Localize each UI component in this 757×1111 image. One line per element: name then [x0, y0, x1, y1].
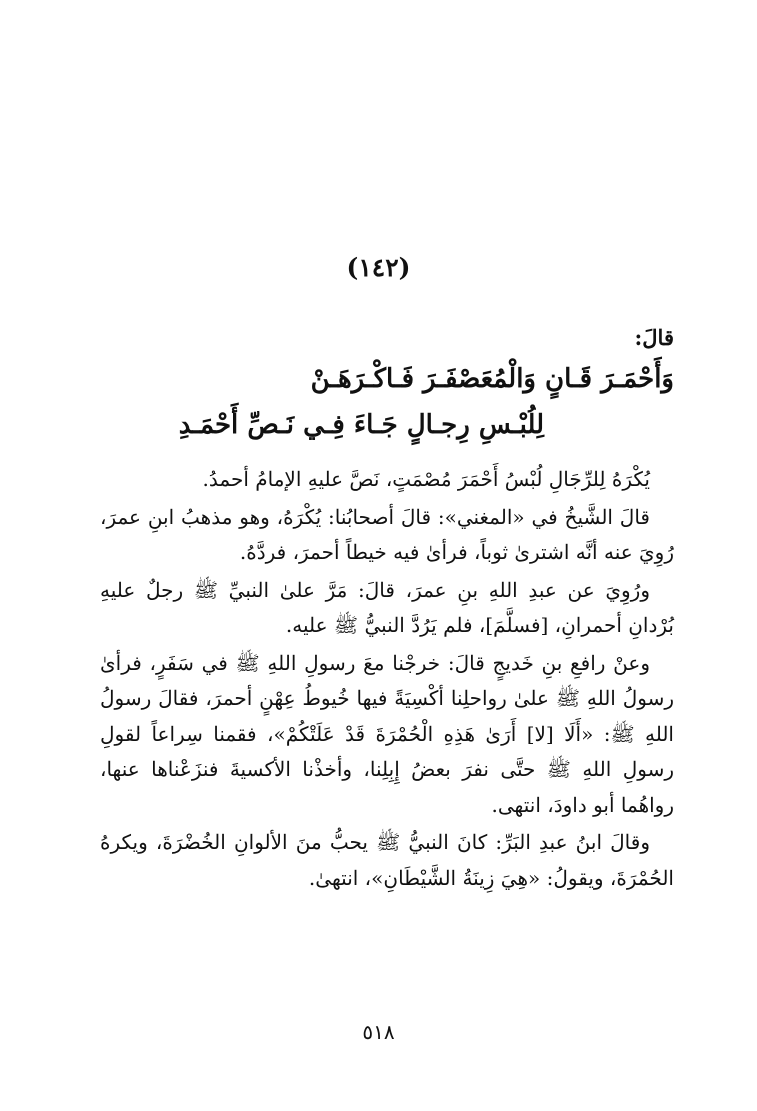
- text-block: [100, 320, 674, 896]
- paragraph-2: قالَ الشَّيخُ في «المغني»: قالَ أصحابُنا: يُكْرَهُ، وهو مذهبُ ابنِ عمرَ، رُوِيَ عنه أنَّه اشترىٰ ثوباً، فرأىٰ فيه خيطاً أحمرَ، فردَّهُ.: [100, 504, 674, 564]
- verse-line-1: وَأَحْمَـرَ قَـانٍ وَالْمُعَصْفَـرَ فَـاكْـرَهَـنْ: [310, 364, 674, 394]
- paragraph-1: يُكْرَهُ لِلرِّجَالِ لُبْسُ أَحْمَرَ مُصْمَتٍ، نَصَّ عليهِ الإمامُ أحمدُ.: [202, 467, 650, 491]
- intro-label: قالَ:: [634, 325, 674, 350]
- paragraph-4: وعنْ رافعِ بنِ خَديجٍ قالَ: خرجْنا معَ رسولِ اللهِ ﷺ في سَفَرٍ، فرأىٰ رسولُ اللهِ ﷺ علىٰ رواحلِنا أكْسِيَةً فيها خُيوطُ عِهْنٍ أحمرَ، فقالَ رسولُ اللهِ ﷺ: «أَلَا [لا] أَرَىٰ هَذِهِ الْحُمْرَةَ قَدْ عَلَتْكُمْ»، فقمنا سِراعاً لقولِ رسولِ اللهِ ﷺ حتَّى نفرَ بعضُ إِبِلِنا، وأخذْنا الأكسيةَ فنزَعْناها عنها، رواهُما أبو داودَ، انتهى.: [100, 650, 674, 817]
- paragraph-3: ورُوِيَ عن عبدِ اللهِ بنِ عمرَ، قالَ: مَرَّ علىٰ النبيِّ ﷺ رجلٌ عليهِ بُرْدانِ أحمرانِ، [فسلَّمَ]، فلم يَرُدَّ النبيُّ ﷺ عليه.: [100, 577, 674, 637]
- paragraph-5: وقالَ ابنُ عبدِ البَرِّ: كانَ النبيُّ ﷺ يحبُّ منَ الألوانِ الخُضْرَةَ، ويكرهُ الحُمْرَةَ، ويقولُ: «هِيَ زِينَةُ الشَّيْطَانِ»، انتهىٰ.: [100, 830, 674, 890]
- page-number: ٥١٨: [362, 1020, 395, 1044]
- verse-line-2: لِلُبْـسِ رِجـالٍ جَـاءَ فِـي نَـصِّ أَحْمَـدِ: [178, 410, 544, 440]
- section-number: (١٤٢): [346, 253, 411, 282]
